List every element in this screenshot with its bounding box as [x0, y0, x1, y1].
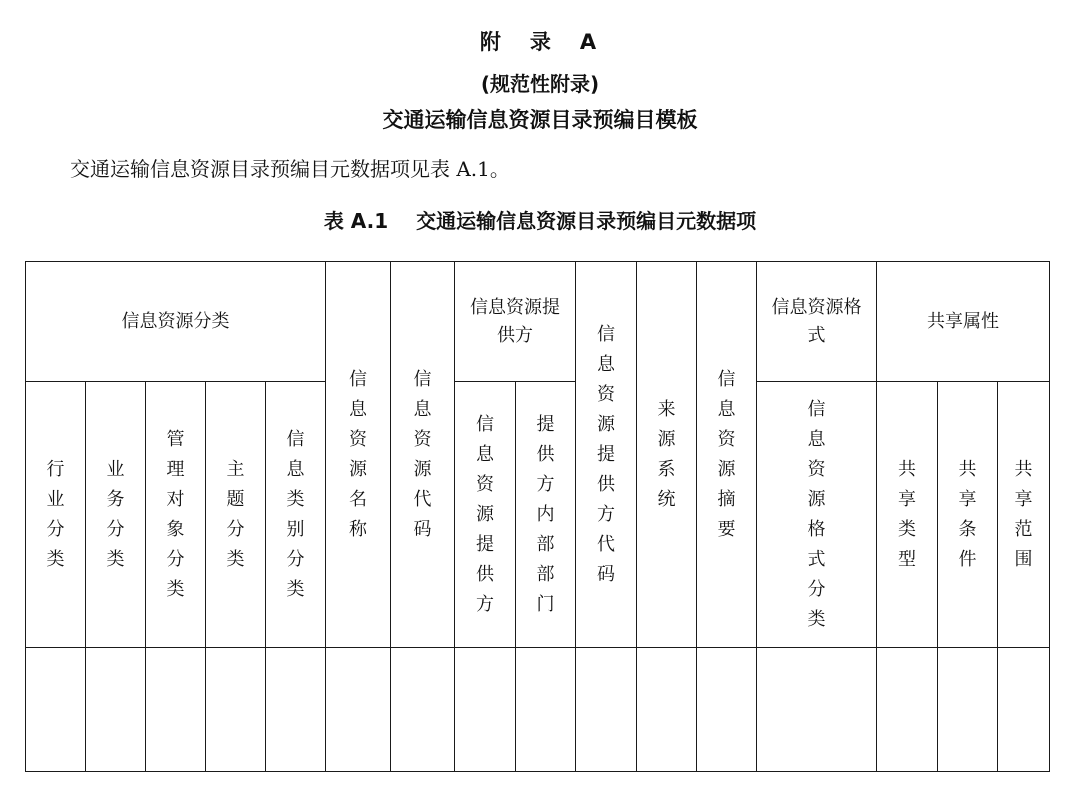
col-share-type: 共享类型 [877, 382, 938, 648]
table-cell [86, 648, 146, 772]
table-row [26, 648, 1050, 772]
intro-paragraph: 交通运输信息资源目录预编目元数据项见表 A.1。 [70, 157, 510, 181]
table-cell [697, 648, 757, 772]
header-row-columns [26, 382, 1050, 648]
group-provider: 信息资源提供方 [455, 262, 576, 382]
col-theme: 主题分类 [206, 382, 266, 648]
metadata-table [25, 261, 1050, 772]
col-code: 信息资源代码 [391, 262, 455, 648]
col-resource-type: 信息类别分类 [266, 382, 326, 648]
table-cell [757, 648, 877, 772]
table-cell [26, 648, 86, 772]
table-cell [326, 648, 391, 772]
col-share-scope: 共享范围 [998, 382, 1050, 648]
table-title: 交通运输信息资源目录预编目元数据项 [416, 209, 757, 233]
table-cell [998, 648, 1050, 772]
col-share-condition: 共享条件 [938, 382, 998, 648]
col-object: 管理对象分类 [146, 382, 206, 648]
col-source-system: 来源系统 [637, 262, 697, 648]
table-cell [877, 648, 938, 772]
group-category: 信息资源分类 [26, 262, 326, 382]
col-business: 业务分类 [86, 382, 146, 648]
appendix-title: 交通运输信息资源目录预编目模板 [382, 108, 698, 132]
table-cell [266, 648, 326, 772]
header-row-groups [26, 262, 1050, 382]
appendix-nature: (规范性附录) [480, 72, 600, 96]
table-number: 表 A.1 [323, 209, 389, 233]
table-cell [938, 648, 998, 772]
col-provider-dept: 提供方内部部门 [516, 382, 576, 648]
appendix-heading: 附 录 A [479, 30, 601, 54]
col-industry: 行业分类 [26, 382, 86, 648]
col-provider-code: 信息资源提供方代码 [576, 262, 637, 648]
group-sharing: 共享属性 [877, 262, 1050, 382]
table-cell [146, 648, 206, 772]
table-cell [391, 648, 455, 772]
table-cell [637, 648, 697, 772]
table-caption [0, 205, 1080, 234]
col-format-class: 信息资源格式分类 [757, 382, 877, 648]
table-cell [576, 648, 637, 772]
col-provider-name: 信息资源提供方 [455, 382, 516, 648]
col-abstract: 信息资源摘要 [697, 262, 757, 648]
group-format: 信息资源格式 [757, 262, 877, 382]
col-name: 信息资源名称 [326, 262, 391, 648]
table-cell [455, 648, 516, 772]
table-cell [206, 648, 266, 772]
table-cell [516, 648, 576, 772]
